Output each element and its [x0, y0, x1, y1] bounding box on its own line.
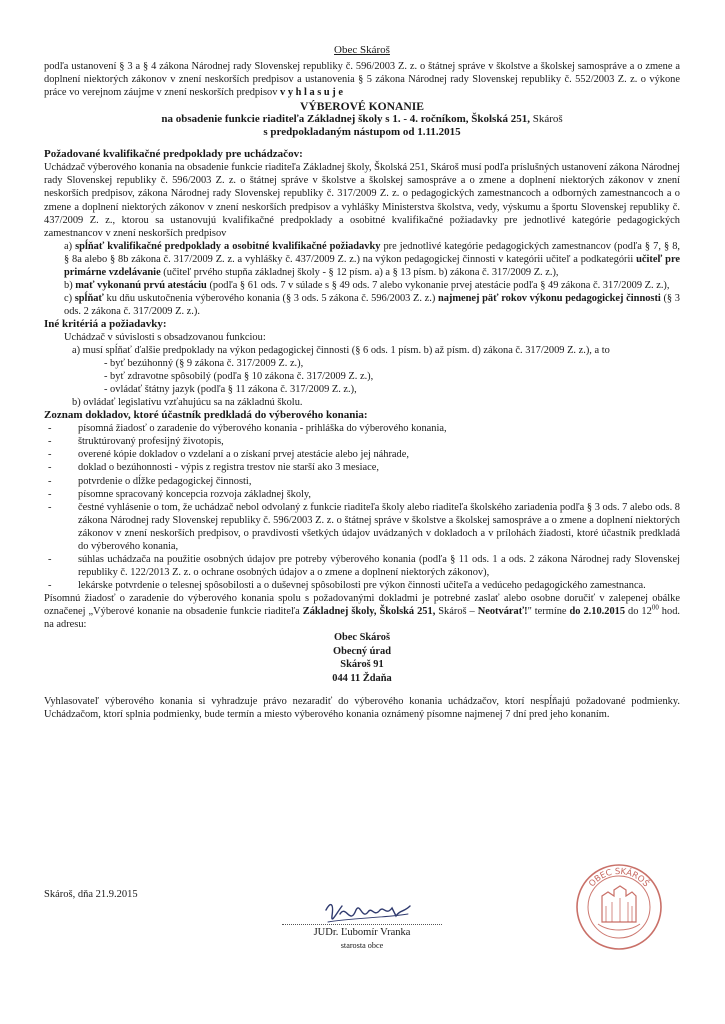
list-dash: -	[48, 423, 52, 435]
list-item-text: potvrdenie o dĺžke pedagogickej činnosti,	[78, 475, 252, 487]
document-list-item	[44, 501, 680, 553]
list-dash: -	[48, 553, 52, 565]
list-item-text: lekárske potvrdenie o telesnej spôsobilosti a o duševnej spôsobilosti pre výkon činnosti učiteľa a vedúceho pedagogického zamestnanca.	[78, 579, 646, 591]
qualifications-heading: Požadované kvalifikačné predpoklady pre uchádzačov:	[44, 148, 303, 161]
item-b-prefix: b)	[64, 279, 73, 291]
address-line: Obec Skároš	[333, 632, 391, 644]
submission-text2: Skároš –	[438, 605, 475, 617]
qualifications-text: Uchádzač výberového konania na obsadenie funkcie riaditeľa Základnej školy, Školská 251, Skároš musí podľa príslušných ustanovení zákona Národnej rady Slovenskej republiky č. 596/2003 Z. z. o štátnej správe v školstve a školskej samospráve a o zmene a doplnení niektorých zákonov v znení neskorších predpisov, zákona Národnej rady Slovenskej republiky č. 317/2009 Z. z. o pedagogických zamestnancoch a odborných zamestnancoch a o zmene a doplnení niektorých zákonov v znení neskorších predpisov a vyhlášky Ministerstva školstva, vedy, výskumu a športu Slovenskej republiky č. 437/2009 Z. z., ktorou sa ustanovujú kvalifikačné predpoklady a osobitné kvalifikačné požiadavky pre jednotlivé kategórie pedagogických zamestnancov v znení neskorších predpisov	[44, 162, 680, 239]
signer-name: JUDr. Ľubomír Vranka	[282, 924, 442, 939]
item-b-bold: mať vykonanú prvú atestáciu	[75, 279, 207, 291]
submission-do-not-open: Neotvárať!	[477, 605, 528, 617]
submission-deadline: do 2.10.2015	[569, 605, 626, 617]
intro-declares: v y h l a s u j e	[280, 87, 343, 99]
qualification-item-b	[44, 279, 680, 292]
list-dash: -	[48, 462, 52, 474]
other-criteria-intro: Uchádzač v súvislosti s obsadzovanou funkciou:	[64, 331, 266, 343]
item-a-bold1: spĺňať kvalifikačné predpoklady a osobitné kvalifikačné požiadavky	[75, 240, 381, 252]
intro-text: podľa ustanovení § 3 a § 4 zákona Národnej rady Slovenskej republiky č. 596/2003 Z. z. o štátnej správe v školstve a školskej samospráve a o zmene a doplnení niektorých zákonov v znení neskorších predpisov a ustanovenia § 5 zákona Národnej rady Slovenskej republiky č. 552/2003 Z. z. o výkone práce vo verejnom záujme v znení neskorších predpisov	[44, 61, 680, 99]
stamp-text: OBEC SKÁROŠ	[587, 866, 651, 890]
closing-paragraph: Vyhlasovateľ výberového konania si vyhradzuje právo nezaradiť do výberového konania uchádzačov, ktorí nespĺňajú požadované podmienky. Uchádzačom, ktorí splnia podmienky, bude termín a miesto výberového konania oznámený písomne najmenej 7 dní pred jeho konaním.	[44, 696, 680, 721]
intro-paragraph	[44, 60, 680, 99]
qualification-item-a	[44, 240, 680, 279]
place-and-date: Skároš, dňa 21.9.2015	[44, 889, 138, 900]
document-list-item	[44, 422, 680, 435]
submission-hour-sup: 00	[651, 603, 659, 612]
submission-bold1: Základnej školy, Školská 251,	[302, 605, 436, 617]
item-a-text1: pre jednotlivé kategórie pedagogických zamestnancov (podľa § 7, § 8, § 8a alebo § 8b zákona č. 317/2009 Z. z. a vyhlášky č. 437/2009 Z. z.) na výkon pedagogickej činnosti v kategórii učiteľ a podkategórii	[64, 240, 680, 265]
qualification-item-c	[44, 292, 680, 318]
address-line: 044 11 Ždaňa	[332, 672, 392, 684]
list-item-text: súhlas uchádzača na použitie osobných údajov pre potreby výberového konania (podľa § 11 ods. 1 a ods. 2 zákona Národnej rady Slovenskej republiky č. 122/2013 Z. z. o ochrane osobných údajov a o zmene a doplnení niektorých zákonov),	[78, 553, 680, 578]
other-criteria-b: b) ovládať legislatívu vzťahujúcu sa na základnú školu.	[72, 397, 303, 409]
list-item-text: overené kópie dokladov o vzdelaní a o získaní prvej atestácie alebo jej náhrade,	[78, 449, 409, 461]
other-criteria-sub2: - byť zdravotne spôsobilý (podľa § 10 zákona č. 317/2009 Z. z.),	[104, 371, 374, 383]
signatory	[282, 924, 442, 952]
documents-heading: Zoznam dokladov, ktoré účastník predkladá do výberového konania:	[44, 409, 368, 422]
item-b-text: (podľa § 61 ods. 7 v súlade s § 49 ods. 7 alebo vykonanie prvej atestácie podľa § 49 zákona č. 317/2009 Z. z.),	[209, 279, 670, 291]
list-dash: -	[48, 475, 52, 487]
submission-text4: do 12	[628, 605, 652, 617]
item-a-bold2: učiteľ pre primárne vzdelávanie	[64, 253, 680, 278]
subtitle-bold: na obsadenie funkcie riaditeľa Základnej školy s 1. - 4. ročníkom, Školská 251,	[161, 113, 530, 126]
submission-text3: " termíne	[527, 605, 567, 617]
address-line: Skároš 91	[340, 659, 384, 671]
document-list-item	[44, 579, 680, 592]
item-c-text2: (§ 3 ods. 2 zákona č. 317/2009 Z. z.).	[64, 292, 680, 317]
municipal-stamp	[574, 862, 664, 952]
list-dash: -	[48, 449, 52, 461]
subtitle-town: Skároš	[532, 113, 563, 126]
list-dash: -	[48, 501, 52, 513]
list-dash: -	[48, 488, 52, 500]
issuer-header: Obec Skároš	[334, 44, 390, 56]
document-list-item	[44, 553, 680, 579]
list-dash: -	[48, 579, 52, 591]
signer-role: starosta obce	[340, 941, 384, 950]
item-c-bold1: spĺňať	[74, 292, 104, 304]
submission-paragraph	[44, 592, 680, 631]
document-list-item	[44, 448, 680, 461]
document-subtitle-start	[44, 126, 680, 139]
list-item-text: štruktúrovaný profesijný životopis,	[78, 436, 224, 448]
other-criteria-sub3: - ovládať štátny jazyk (podľa § 11 zákona č. 317/2009 Z. z.),	[104, 384, 357, 396]
other-criteria-a: a) musí spĺňať ďalšie predpoklady na výkon pedagogickej činnosti (§ 6 ods. 1 písm. b) až písm. d) zákona č. 317/2009 Z. z.), a to	[72, 345, 610, 357]
document-list-item	[44, 475, 680, 488]
document-body	[44, 44, 680, 721]
document-subtitle	[44, 113, 680, 126]
item-c-prefix: c)	[64, 292, 73, 304]
other-criteria-heading: Iné kritériá a požiadavky:	[44, 317, 167, 330]
document-title: VÝBEROVÉ KONANIE	[299, 100, 424, 114]
delivery-address	[44, 631, 680, 685]
address-line: Obecný úrad	[332, 645, 392, 657]
item-a-prefix: a)	[64, 240, 73, 252]
list-item-text: doklad o bezúhonnosti - výpis z registra trestov nie starší ako 3 mesiace,	[78, 462, 379, 474]
item-c-text1: ku dňu uskutočnenia výberového konania (§ 3 ods. 5 zákona č. 596/2003 Z. z.)	[106, 292, 436, 304]
submission-text1: Písomnú žiadosť o zaradenie do výberového konania spolu s požadovanými dokladmi je potrebné zaslať alebo osobne doručiť v zalepenej obálke označenej „Výberové konanie na obsadenie funkcie riaditeľa	[44, 592, 680, 617]
list-item-text: čestné vyhlásenie o tom, že uchádzač nebol odvolaný z funkcie riaditeľa školy alebo riaditeľa školského zariadenia podľa § 3 ods. 7 alebo ods. 8 zákona Národnej rady Slovenskej republiky č. 596/2003 Z. z. o štátnej správe v školstve a školskej samospráve a o zmene a doplnení niektorých zákonov v znení neskorších predpisov, o pravdivosti všetkých údajov uvádzaných v dokladoch a v prílohách žiadosti, ktoré účastník predkladá do výberového konania,	[78, 501, 680, 552]
document-list-item	[44, 435, 680, 448]
document-list-item	[44, 461, 680, 474]
document-list-item	[44, 488, 680, 501]
subtitle-start-date: s predpokladaným nástupom od 1.11.2015	[263, 126, 461, 139]
item-c-bold2: najmenej päť rokov výkonu pedagogickej činnosti	[437, 292, 661, 304]
submission-text5: hod. na adresu:	[44, 605, 680, 631]
list-dash: -	[48, 436, 52, 448]
item-a-text2: (učiteľ prvého stupňa základnej školy - § 12 písm. a) a § 13 písm. b) zákona č. 317/2009 Z. z.),	[163, 266, 559, 278]
list-item-text: písomne spracovaný koncepcia rozvoja základnej školy,	[78, 488, 312, 500]
list-item-text: písomná žiadosť o zaradenie do výberového konania - prihláška do výberového konania,	[78, 423, 447, 435]
other-criteria-sub1: - byť bezúhonný (§ 9 zákona č. 317/2009 Z. z.),	[104, 358, 304, 370]
